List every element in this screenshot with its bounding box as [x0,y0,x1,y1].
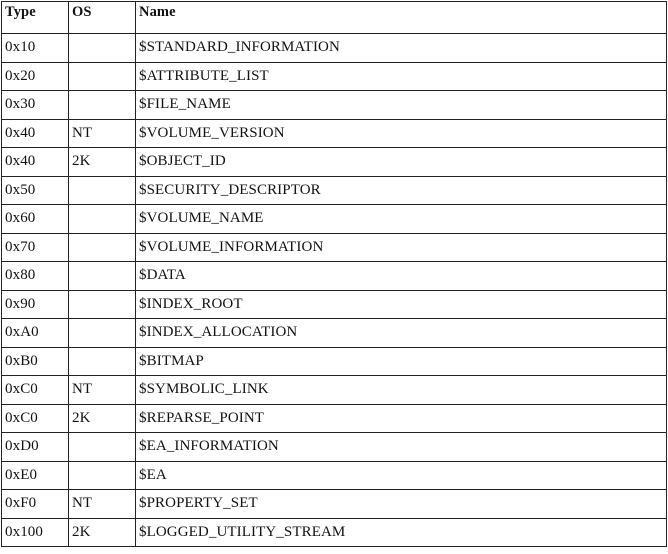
cell-os: NT [69,119,136,148]
table-row [2,433,667,462]
cell-type: 0x20 [2,62,69,91]
cell-name: $EA [136,461,667,490]
cell-name: $VOLUME_NAME [136,205,667,234]
cell-name: $INDEX_ALLOCATION [136,319,667,348]
table-row [2,376,667,405]
cell-os [69,34,136,63]
column-header-type: Type [2,2,69,34]
cell-os: 2K [69,404,136,433]
cell-name: $VOLUME_VERSION [136,119,667,148]
cell-name: $PROPERTY_SET [136,490,667,519]
cell-os [69,176,136,205]
table-row [2,176,667,205]
cell-name: $INDEX_ROOT [136,290,667,319]
cell-os [69,262,136,291]
attribute-type-table [1,1,667,547]
cell-os [69,205,136,234]
table-row [2,91,667,120]
table-row [2,34,667,63]
cell-os [69,290,136,319]
cell-name: $BITMAP [136,347,667,376]
table-row [2,404,667,433]
table-row [2,290,667,319]
cell-os [69,461,136,490]
cell-type: 0xB0 [2,347,69,376]
cell-type: 0xE0 [2,461,69,490]
column-header-name: Name [136,2,667,34]
cell-os [69,319,136,348]
cell-name: $DATA [136,262,667,291]
column-header-os: OS [69,2,136,34]
cell-name: $ATTRIBUTE_LIST [136,62,667,91]
cell-type: 0x80 [2,262,69,291]
table-row [2,262,667,291]
table-row [2,148,667,177]
cell-os [69,347,136,376]
table-row [2,119,667,148]
cell-os: NT [69,376,136,405]
cell-os [69,233,136,262]
cell-name: $VOLUME_INFORMATION [136,233,667,262]
cell-type: 0x10 [2,34,69,63]
cell-name: $SYMBOLIC_LINK [136,376,667,405]
cell-os [69,91,136,120]
cell-name: $REPARSE_POINT [136,404,667,433]
cell-type: 0xA0 [2,319,69,348]
cell-type: 0x70 [2,233,69,262]
cell-type: 0x90 [2,290,69,319]
table-row [2,347,667,376]
cell-os: 2K [69,148,136,177]
cell-type: 0x40 [2,148,69,177]
cell-os: NT [69,490,136,519]
cell-type: 0x100 [2,518,69,547]
cell-type: 0x30 [2,91,69,120]
cell-type: 0xD0 [2,433,69,462]
cell-type: 0xC0 [2,376,69,405]
table-header-row [2,2,667,34]
cell-name: $FILE_NAME [136,91,667,120]
table-row [2,205,667,234]
table-row [2,233,667,262]
cell-type: 0x50 [2,176,69,205]
cell-name: $SECURITY_DESCRIPTOR [136,176,667,205]
table-row [2,62,667,91]
cell-name: $STANDARD_INFORMATION [136,34,667,63]
cell-type: 0x40 [2,119,69,148]
cell-os [69,433,136,462]
cell-name: $EA_INFORMATION [136,433,667,462]
cell-name: $LOGGED_UTILITY_STREAM [136,518,667,547]
cell-name: $OBJECT_ID [136,148,667,177]
table-row [2,319,667,348]
cell-os [69,62,136,91]
table-row [2,518,667,547]
table-row [2,490,667,519]
cell-os: 2K [69,518,136,547]
cell-type: 0x60 [2,205,69,234]
table-row [2,461,667,490]
cell-type: 0xF0 [2,490,69,519]
cell-type: 0xC0 [2,404,69,433]
